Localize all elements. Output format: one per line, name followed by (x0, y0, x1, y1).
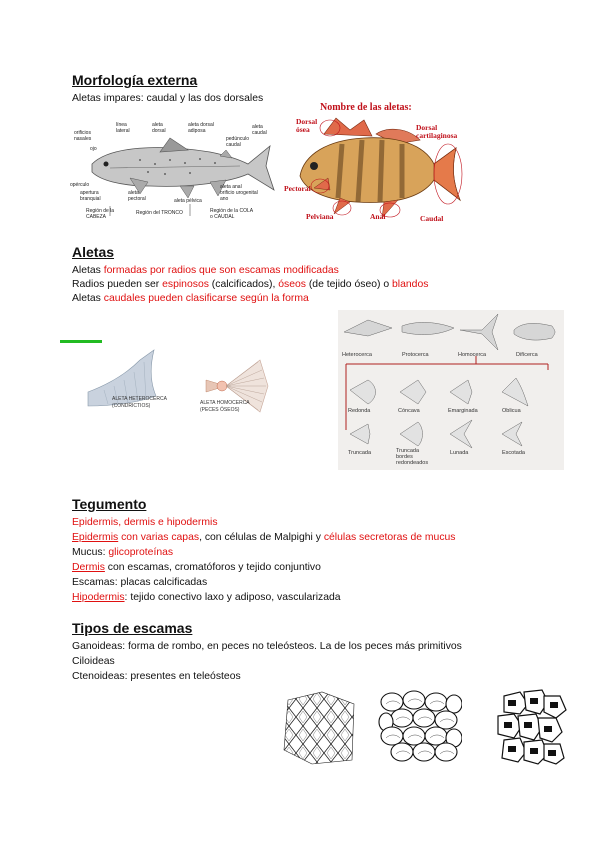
svg-text:orificio urogenital: orificio urogenital (220, 190, 258, 196)
svg-text:Cóncava: Cóncava (398, 408, 420, 414)
perch-label-pectoral: Pectoral (284, 184, 311, 193)
section-title-escamas: Tipos de escamas (72, 620, 193, 636)
svg-text:aleta anal: aleta anal (220, 184, 242, 190)
svg-text:Región de la COLA: Región de la COLA (210, 208, 254, 214)
svg-text:aleta dorsal: aleta dorsal (188, 122, 214, 128)
svg-text:bordes: bordes (396, 454, 413, 460)
svg-text:Escotada: Escotada (502, 450, 525, 456)
tegumento-line-1: Epidermis, dermis e hipodermis (72, 517, 218, 528)
svg-text:caudal: caudal (226, 142, 241, 148)
ganoid-scales-figure (282, 690, 358, 766)
green-marker-bar (60, 340, 102, 343)
svg-text:apertura: apertura (80, 190, 99, 196)
svg-text:branquial: branquial (80, 196, 101, 202)
svg-text:aleta: aleta (152, 122, 163, 128)
tail-types-figure (338, 310, 564, 470)
perch-label-caudal: Caudal (420, 214, 444, 223)
svg-text:pedúnculo: pedúnculo (226, 136, 250, 142)
svg-text:Heterocerca: Heterocerca (342, 352, 372, 358)
svg-text:pectoral: pectoral (128, 196, 146, 202)
svg-text:aleta: aleta (252, 124, 263, 130)
section-title-morfologia: Morfología externa (72, 72, 198, 88)
tegumento-line-6: Hipodermis: tejido conectivo laxo y adiposo, vascularizada (72, 592, 341, 603)
svg-text:Homocerca: Homocerca (458, 352, 487, 358)
svg-text:línea: línea (116, 122, 127, 128)
aletas-line-2: Radios pueden ser espinosos (calcificados), óseos (de tejido óseo) o blandos (72, 279, 429, 290)
homocercal-caption: ALETA HOMOCERCA (PECES ÓSEOS) (200, 400, 250, 413)
escamas-line-1: Ganoideas: forma de rombo, en peces no teleósteos. La de los peces más primitivos (72, 641, 462, 652)
svg-text:opérculo: opérculo (70, 182, 90, 188)
tegumento-line-4: Dermis con escamas, cromatóforos y tejido conjuntivo (72, 562, 321, 573)
section-title-tegumento: Tegumento (72, 496, 147, 512)
escamas-line-3: Ctenoideas: presentes en teleósteos (72, 671, 241, 682)
svg-text:lateral: lateral (116, 128, 130, 134)
tegumento-line-5: Escamas: placas calcificadas (72, 577, 208, 588)
svg-text:Truncada: Truncada (348, 450, 372, 456)
section-title-aletas: Aletas (72, 244, 115, 260)
perch-label-dorsal-osea: Dorsal ósea (296, 117, 318, 134)
svg-text:dorsal: dorsal (152, 128, 166, 134)
perch-label-pelviana: Pelviana (306, 212, 334, 221)
svg-text:Truncada: Truncada (396, 448, 420, 454)
aletas-line-1: Aletas formadas por radios que son escamas modificadas (72, 265, 339, 276)
svg-text:o CAUDAL: o CAUDAL (210, 214, 235, 220)
svg-text:Región del TRONCO: Región del TRONCO (136, 210, 183, 216)
perch-diagram (284, 102, 470, 228)
svg-text:Región de la: Región de la (86, 208, 115, 214)
perch-label-anal: Anal (370, 212, 386, 221)
svg-text:adiposa: adiposa (188, 128, 206, 134)
svg-text:caudal: caudal (252, 130, 267, 136)
morfologia-line-1: Aletas impares: caudal y las dos dorsales (72, 93, 264, 104)
svg-text:ojo: ojo (90, 146, 97, 152)
svg-text:Lunada: Lunada (450, 450, 469, 456)
perch-heading: Nombre de las aletas: (320, 102, 412, 113)
svg-text:CABEZA: CABEZA (86, 214, 107, 220)
svg-text:redondeados: redondeados (396, 460, 429, 466)
escamas-line-2: Ciloideas (72, 656, 115, 667)
ctenoid-scales-figure (494, 686, 572, 766)
svg-text:Difícerca: Difícerca (516, 352, 538, 358)
svg-text:nasales: nasales (74, 136, 92, 142)
svg-text:Redonda: Redonda (348, 408, 371, 414)
svg-text:orificios: orificios (74, 130, 91, 136)
heterocercal-caption: ALETA HETEROCERCA (CONDRICTIOS) (112, 396, 167, 409)
cycloid-scales-figure (378, 688, 462, 766)
aletas-line-3: Aletas caudales pueden clasificarse según la forma (72, 293, 309, 304)
perch-label-dorsal-cartilaginosa: Dorsal cartilaginosa (416, 123, 458, 140)
svg-text:aleta pélvica: aleta pélvica (174, 198, 202, 204)
tegumento-line-2: Epidermis con varias capas, con células de Malpighi y células secretoras de mucus (72, 532, 456, 543)
svg-text:Oblicua: Oblicua (502, 408, 521, 414)
svg-text:Emarginada: Emarginada (448, 408, 478, 414)
svg-text:ano: ano (220, 196, 229, 202)
svg-text:aleta: aleta (128, 190, 139, 196)
tegumento-line-3: Mucus: glicoproteínas (72, 547, 174, 558)
trout-diagram (70, 116, 280, 222)
svg-text:Protocerca: Protocerca (402, 352, 429, 358)
